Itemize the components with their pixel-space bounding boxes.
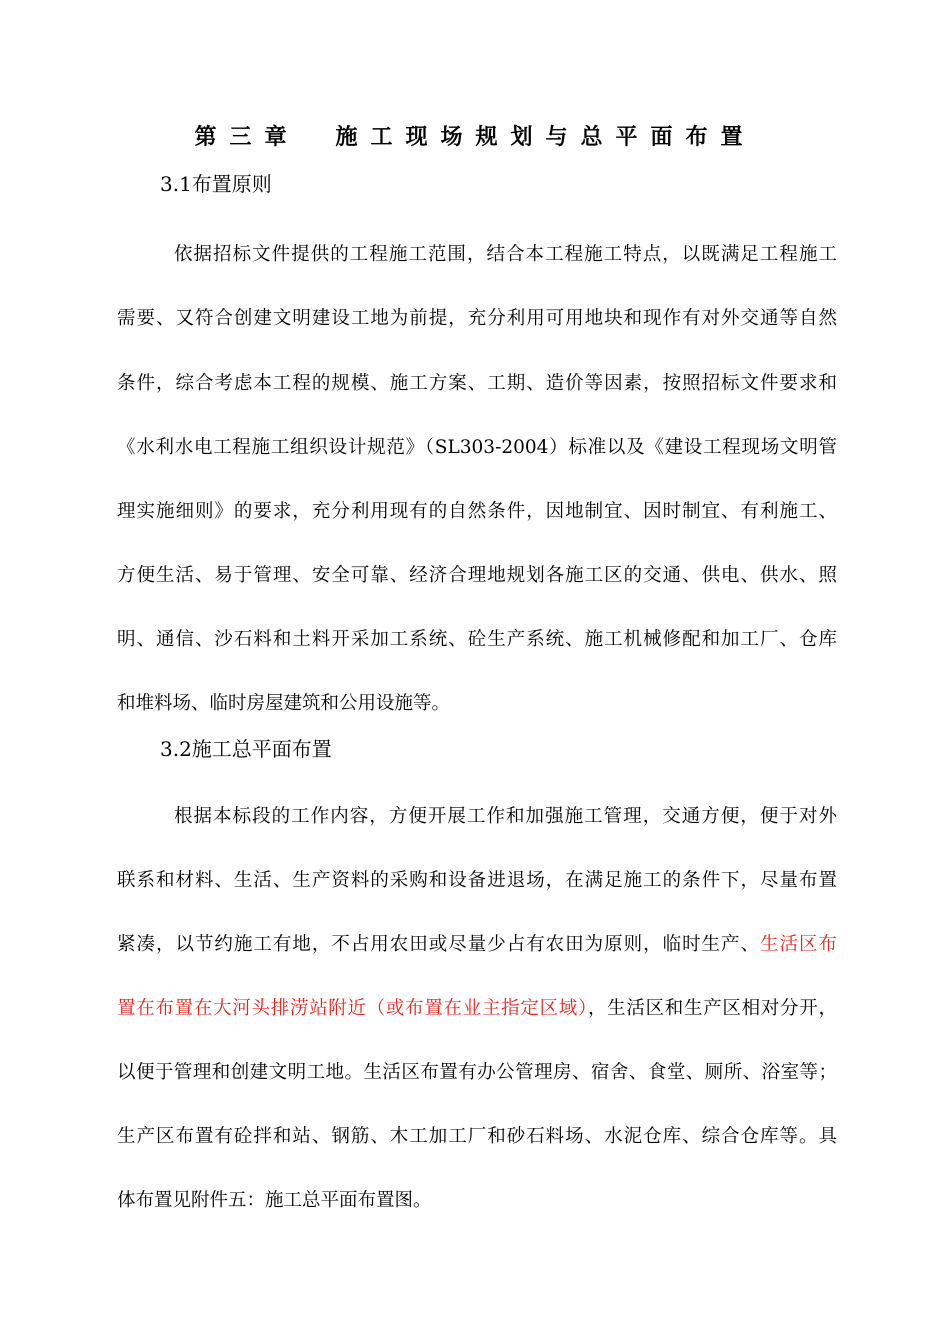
paragraph-line: 联系和材料、生活、生产资料的采购和设备进退场，在满足施工的条件下，尽量布置 — [117, 870, 837, 891]
paragraph-line: 生产区布置有砼拌和站、钢筋、木工加工厂和砂石料场、水泥仓库、综合仓库等。具 — [117, 1126, 837, 1147]
paragraph-line — [117, 994, 837, 1020]
paragraph-line: 理实施细则》的要求，充分利用现有的自然条件，因地制宜、因时制宜、有利施工、 — [117, 501, 837, 522]
paragraph-line: 体布置见附件五：施工总平面布置图。 — [117, 1190, 432, 1211]
paragraph-line: 《水利水电工程施工组织设计规范》（SL303-2004）标准以及《建设工程现场文明管 — [117, 437, 837, 458]
chapter-name: 施工现场规划与总平面布置 — [335, 125, 756, 150]
highlighted-text: 置在布置在大河头排涝站附近（或布置在业主指定区域） — [117, 998, 588, 1019]
paragraph-text: ，生活区和生产区相对分开， — [587, 998, 837, 1019]
paragraph-line: 以便于管理和创建文明工地。生活区布置有办公管理房、宿舍、食堂、厕所、浴室等； — [117, 1062, 837, 1083]
paragraph-line: 根据本标段的工作内容，方便开展工作和加强施工管理，交通方便，便于对外 — [174, 806, 837, 827]
paragraph-line — [117, 930, 837, 956]
paragraph-line: 和堆料场、临时房屋建筑和公用设施等。 — [117, 693, 451, 714]
paragraph-line: 方便生活、易于管理、安全可靠、经济合理地规划各施工区的交通、供电、供水、照 — [117, 565, 837, 586]
paragraph-text: 紧凑，以节约施工有地，不占用农田或尽量少占有农田为原则，临时生产、 — [117, 934, 761, 955]
paragraph-line: 依据招标文件提供的工程施工范围，结合本工程施工特点，以既满足工程施工 — [174, 244, 837, 265]
chapter-title — [0, 120, 950, 151]
section-heading-3-2: 3.2施工总平面布置 — [160, 737, 332, 761]
section-heading-3-1: 3.1布置原则 — [160, 172, 272, 196]
chapter-number: 第三章 — [194, 125, 300, 150]
highlighted-text: 生活区布 — [760, 934, 837, 955]
paragraph-line: 明、通信、沙石料和土料开采加工系统、砼生产系统、施工机械修配和加工厂、仓库 — [117, 629, 837, 650]
paragraph-line: 条件，综合考虑本工程的规模、施工方案、工期、造价等因素，按照招标文件要求和 — [117, 373, 837, 394]
paragraph-line: 需要、又符合创建文明建设工地为前提，充分利用可用地块和现作有对外交通等自然 — [117, 308, 837, 329]
